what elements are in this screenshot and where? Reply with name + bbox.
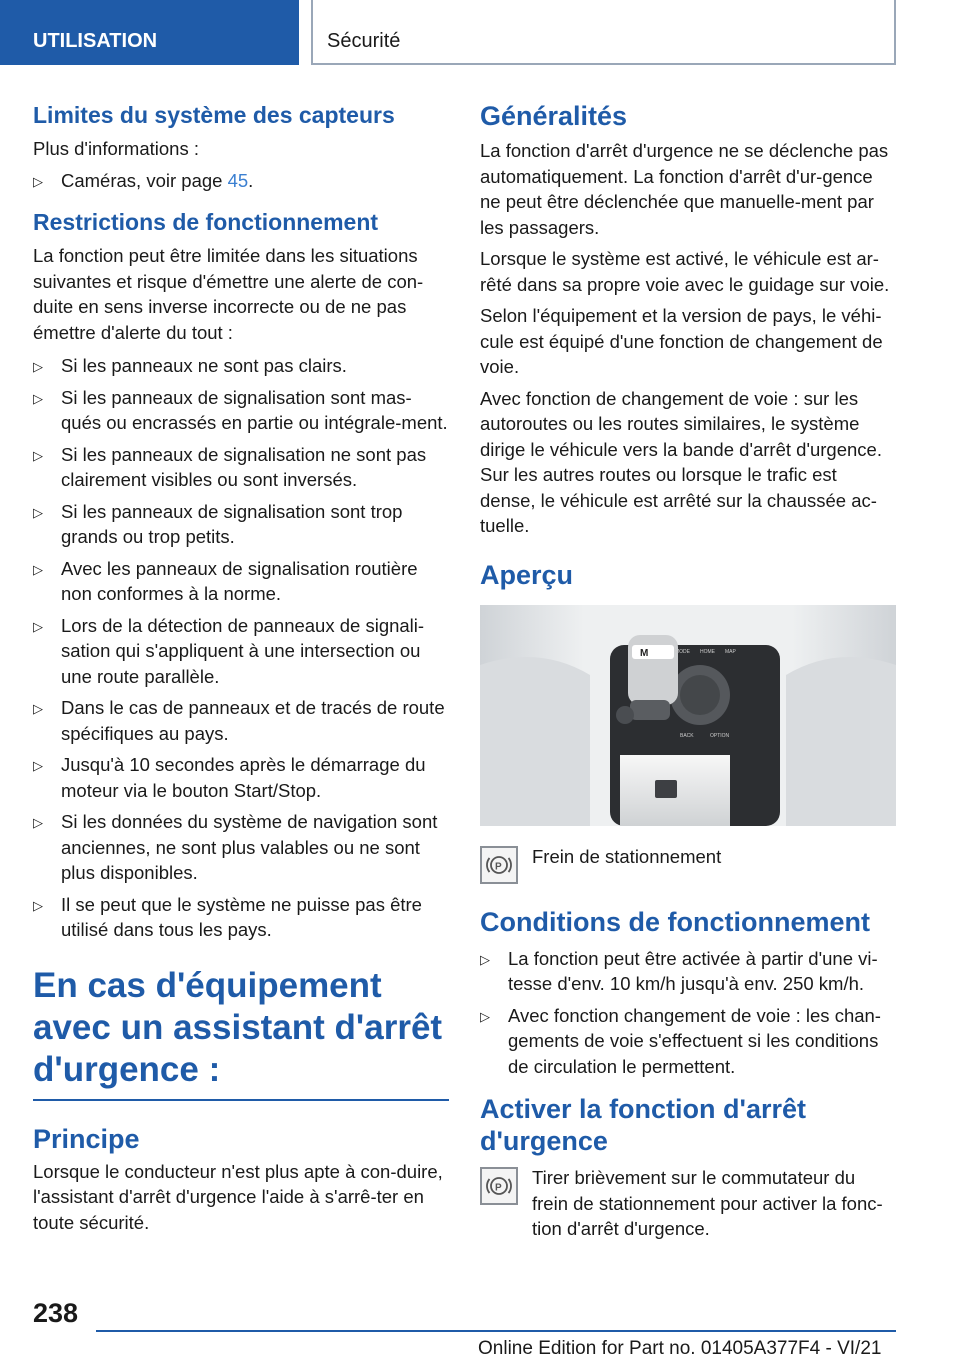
triangle-right-icon: ▷ (480, 1008, 490, 1024)
center-console-illustration (480, 605, 896, 826)
section-header (311, 0, 896, 65)
list-item: ▷ Avec fonction changement de voie : les chan-gements de voie s'effectuent si les conditions de circulation le permettent. (480, 1004, 881, 1077)
list-item: ▷ Si les panneaux ne sont pas clairs. (33, 353, 449, 379)
activate-text: Tirer brièvement sur le commutateur du frein de stationnement pour activer la fonc-tion d'arrêt d'urgence. (532, 1167, 883, 1239)
title-divider (33, 1099, 449, 1101)
parking-brake-icon (480, 846, 518, 884)
list-item: ▷ Il se peut que le système ne puisse pas être utilisé dans tous les pays. (33, 893, 422, 940)
limits-more-info: Plus d'informations : (33, 138, 199, 159)
triangle-right-icon: ▷ (33, 504, 43, 520)
page-link[interactable]: 45 (227, 169, 249, 191)
home-label: HOME (700, 648, 715, 655)
restrictions-heading: Restrictions de fonctionnement (33, 209, 379, 235)
generalites-p4: Avec fonction de changement de voie : sur les autoroutes ou les routes similaires, le système dirige le véhicule vers la bande d'arrêt d'urgence. Sur les autres routes ou lorsque le trafic est dense, le véhicule est arrêté sur la chaussée ac-tuelle. (480, 387, 882, 536)
triangle-right-icon: ▷ (480, 951, 490, 967)
brake-caption-row (480, 846, 896, 884)
right-column (480, 100, 896, 1242)
brake-caption: Frein de stationnement (532, 845, 722, 867)
apercu-heading: Aperçu (480, 559, 574, 590)
list-item: ▷ Si les panneaux de signalisation ne sont pas clairement visibles ou sont inversés. (33, 443, 427, 490)
parking-brake-icon (480, 1167, 518, 1205)
svg-text:P: P (495, 861, 502, 872)
activate-heading: Activer la fonction d'arrêt d'urgence (480, 1094, 806, 1156)
triangle-right-icon: ▷ (33, 815, 43, 830)
conditions-list (480, 946, 896, 1080)
chapter-tab (0, 0, 299, 65)
list-item: ▷ La fonction peut être activée à partir d'une vi-tesse d'env. 10 km/h jusqu'à env. 250 km/h. (480, 947, 878, 994)
limits-heading: Limites du système des capteurs (33, 102, 395, 128)
triangle-right-icon: ▷ (33, 447, 43, 463)
conditions-heading: Conditions de fonctionnement (480, 906, 870, 937)
list-item: ▷ Dans le cas de panneaux et de tracés de route spécifiques au pays. (33, 697, 445, 744)
triangle-right-icon: ▷ (33, 561, 43, 577)
chapter-label: UTILISATION (33, 30, 158, 52)
triangle-right-icon: ▷ (33, 359, 43, 374)
list-item: ▷ Jusqu'à 10 secondes après le démarrage du moteur via le bouton Start/Stop. (33, 754, 426, 801)
list-item: ▷ Si les données du système de navigation sont anciennes, ne sont plus valables ou ne sont plus disponibles. (33, 811, 438, 883)
triangle-right-icon: ▷ (33, 173, 43, 189)
list-item: ▷ Avec les panneaux de signalisation routière non conformes à la norme. (33, 557, 418, 604)
list-item: ▷ Si les panneaux de signalisation sont mas-qués ou encrassés en partie ou intégrale-ment. (33, 386, 448, 433)
generalites-p3: Selon l'équipement et la version de pays, le véhi-cule est équipé d'une fonction de changement de voie. (480, 305, 883, 377)
generalites-heading: Généralités (480, 101, 628, 131)
generalites-p1: La fonction d'arrêt d'urgence ne se déclenche pas automatiquement. La fonction d'arrêt d'ur-gence ne peut être déclenchée que manuelle-ment par les passagers. (480, 140, 889, 238)
mode-label: MODE (675, 648, 690, 655)
edition-note: Online Edition for Part no. 01405A377F4 - VI/21 (478, 1338, 882, 1359)
generalites-p2: Lorsque le système est activé, le véhicule est ar-rêté dans sa propre voie avec le guidage sur voie. (480, 248, 890, 295)
map-label: MAP (725, 648, 736, 655)
left-column (33, 100, 449, 1235)
triangle-right-icon: ▷ (33, 701, 43, 716)
restrictions-intro: La fonction peut être limitée dans les situations suivantes et risque d'émettre une alerte de con-duite en sens inverse incorrecte ou de ne pas émettre d'alerte du tout : (33, 245, 424, 343)
triangle-right-icon: ▷ (33, 618, 43, 634)
limits-list (33, 168, 449, 194)
page-number: 238 (33, 1298, 79, 1328)
principe-text: Lorsque le conducteur n'est plus apte à con-duire, l'assistant d'arrêt d'urgence l'aide à s'arrê-ter en toute sécurité. (33, 1160, 443, 1233)
restrictions-list (33, 353, 449, 943)
svg-text:M: M (640, 647, 649, 659)
footer-divider (96, 1330, 896, 1332)
triangle-right-icon: ▷ (33, 758, 43, 773)
principe-heading: Principe (33, 1123, 140, 1154)
activate-row (480, 1167, 896, 1242)
list-item: ▷ Lors de la détection de panneaux de signali-sation qui s'appliquent à une intersection ou une route parallèle. (33, 614, 425, 687)
svg-text:P: P (495, 1182, 502, 1194)
section-label: Sécurité (327, 30, 401, 52)
triangle-right-icon: ▷ (33, 897, 43, 913)
option-label: OPTION (710, 732, 730, 739)
chapter-title: En cas d'équipement avec un assistant d'arrêt d'urgence : (33, 965, 443, 1089)
triangle-right-icon: ▷ (33, 390, 43, 406)
list-item: ▷ Si les panneaux de signalisation sont trop grands ou trop petits. (33, 500, 403, 547)
back-label: BACK (680, 732, 694, 739)
center-console-photo (480, 605, 896, 826)
list-item: ▷ Caméras, voir page 45. (33, 168, 449, 194)
